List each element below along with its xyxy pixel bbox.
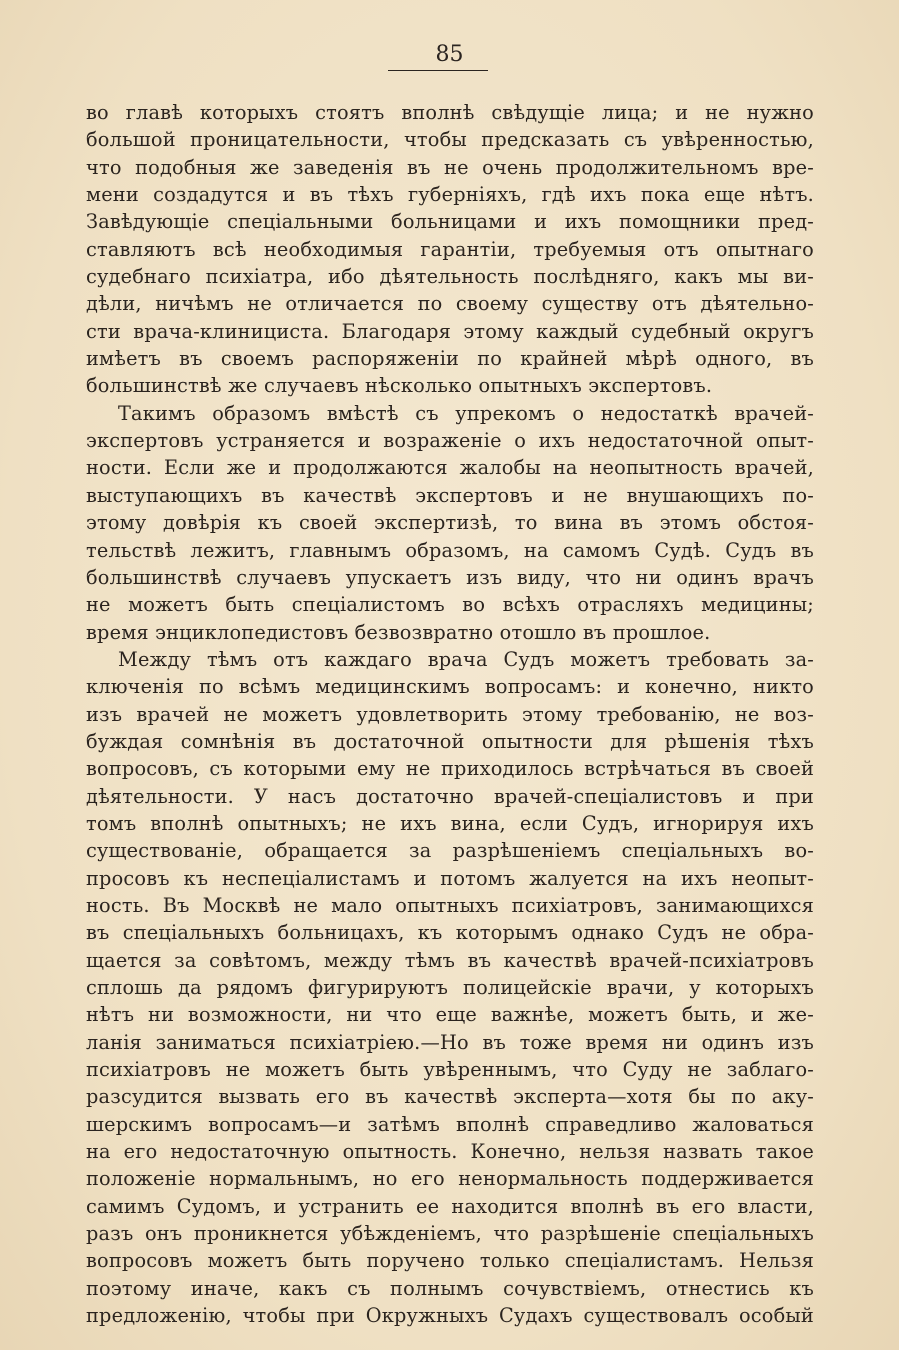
text-line: что подобныя же заведенія въ не очень продолжительномъ вре-	[86, 155, 814, 179]
text-line: большой проницательности, чтобы предсказать съ увѣренностью,	[86, 128, 814, 152]
text-line: ставляютъ всѣ необходимыя гарантіи, требуемыя отъ опытнаго	[86, 237, 814, 261]
text-line: положеніе нормальнымъ, но его ненормальность поддерживается	[86, 1167, 814, 1191]
text-line: просовъ къ неспеціалистамъ и потомъ жалуется на ихъ неопыт-	[86, 866, 814, 890]
text-line: буждая сомнѣнія въ достаточной опытности для рѣшенія тѣхъ	[86, 729, 814, 753]
text-line: большинствѣ же случаевъ нѣсколько опытныхъ экспертовъ.	[86, 374, 713, 398]
text-line: разъ онъ проникнется убѣжденіемъ, что разрѣшеніе спеціальныхъ	[86, 1222, 814, 1246]
text-line: экспертовъ устраняется и возраженіе о ихъ недостаточной опыт-	[86, 429, 814, 453]
text-line: ность. Въ Москвѣ не мало опытныхъ психіатровъ, занимающихся	[86, 893, 814, 917]
text-line: томъ вполнѣ опытныхъ; не ихъ вина, если Судъ, игнорируя ихъ	[86, 811, 814, 835]
text-line: Завѣдующіе спеціальными больницами и ихъ помощники пред-	[86, 210, 814, 234]
text-line: ключенія по всѣмъ медицинскимъ вопросамъ: и конечно, никто	[86, 675, 814, 699]
text-line: мени создадутся и въ тѣхъ губерніяхъ, гдѣ ихъ пока еще нѣтъ.	[86, 183, 814, 207]
text-line: Между тѣмъ отъ каждаго врача Судъ можетъ требовать за-	[118, 647, 814, 671]
text-line: щается за совѣтомъ, между тѣмъ въ качествѣ врачей-психіатровъ	[86, 948, 814, 972]
text-line: вопросовъ, съ которыми ему не приходилось встрѣчаться въ своей	[86, 757, 814, 781]
text-line: поэтому иначе, какъ съ полнымъ сочувствіемъ, отнестись къ	[86, 1276, 814, 1300]
text-line: дѣли, ничѣмъ не отличается по своему существу отъ дѣятельно-	[86, 292, 814, 316]
text-line: вопросовъ можетъ быть поручено только спеціалистамъ. Нельзя	[86, 1249, 814, 1273]
text-line: нѣтъ ни возможности, ни что еще важнѣе, можетъ быть, и же-	[86, 1003, 814, 1027]
text-line: Такимъ образомъ вмѣстѣ съ упрекомъ о недостаткѣ врачей-	[118, 401, 814, 425]
text-line: во главѣ которыхъ стоятъ вполнѣ свѣдущіе лица; и не нужно	[86, 101, 814, 124]
paragraph	[86, 646, 814, 1330]
text-line: ланія заниматься психіатріею.—Но въ тоже время ни одинъ изъ	[86, 1030, 814, 1054]
text-line: сплошь да рядомъ фигурируютъ полицейскіе врачи, у которыхъ	[86, 976, 814, 999]
text-line: тельствѣ лежитъ, главнымъ образомъ, на самомъ Судѣ. Судъ въ	[86, 538, 814, 562]
text-line: сти врача-клинициста. Благодаря этому каждый судебный округъ	[86, 319, 814, 343]
text-line: шерскимъ вопросамъ—и затѣмъ вполнѣ справедливо жаловаться	[86, 1112, 814, 1136]
text-line: самимъ Судомъ, и устранить ее находится вполнѣ въ его власти,	[86, 1194, 814, 1218]
paragraph	[86, 99, 814, 400]
text-line: выступающихъ въ качествѣ экспертовъ и не внушающихъ по-	[86, 483, 814, 507]
text-line: этому довѣрія къ своей экспертизѣ, то вина въ этомъ обстоя-	[86, 511, 814, 535]
text-line: въ спеціальныхъ больницахъ, къ которымъ однако Судъ не обра-	[86, 921, 814, 945]
text-line: существованіе, обращается за разрѣшеніемъ спеціальныхъ во-	[86, 839, 814, 863]
text-line: ности. Если же и продолжаются жалобы на неопытность врачей,	[86, 456, 814, 480]
paragraph	[86, 400, 814, 646]
text-line: не можетъ быть спеціалистомъ во всѣхъ отрасляхъ медицины;	[86, 593, 814, 617]
text-line: большинствѣ случаевъ упускаетъ изъ виду, что ни одинъ врачъ	[86, 565, 814, 589]
text-line: изъ врачей не можетъ удовлетворить этому требованію, не воз-	[86, 702, 814, 726]
text-line: время энциклопедистовъ безвозвратно отошло въ прошлое.	[86, 620, 711, 644]
text-line: судебнаго психіатра, ибо дѣятельность послѣдняго, какъ мы ви-	[86, 265, 814, 289]
text-line: предложенію, чтобы при Окружныхъ Судахъ существовалъ особый	[86, 1304, 814, 1328]
text-line: дѣятельности. У насъ достаточно врачей-спеціалистовъ и при	[86, 784, 814, 808]
text-line: на его недостаточную опытность. Конечно, нельзя назвать такое	[86, 1140, 814, 1164]
body-text	[86, 99, 814, 1329]
text-line: разсудится вызвать его въ качествѣ эксперта—хотя бы по аку-	[86, 1085, 814, 1109]
header-rule	[388, 70, 488, 71]
page-number: 85	[435, 42, 464, 67]
text-line: имѣетъ въ своемъ распоряженіи по крайней мѣрѣ одного, въ	[86, 347, 814, 371]
text-line: психіатровъ не можетъ быть увѣреннымъ, что Суду не заблаго-	[86, 1058, 814, 1082]
